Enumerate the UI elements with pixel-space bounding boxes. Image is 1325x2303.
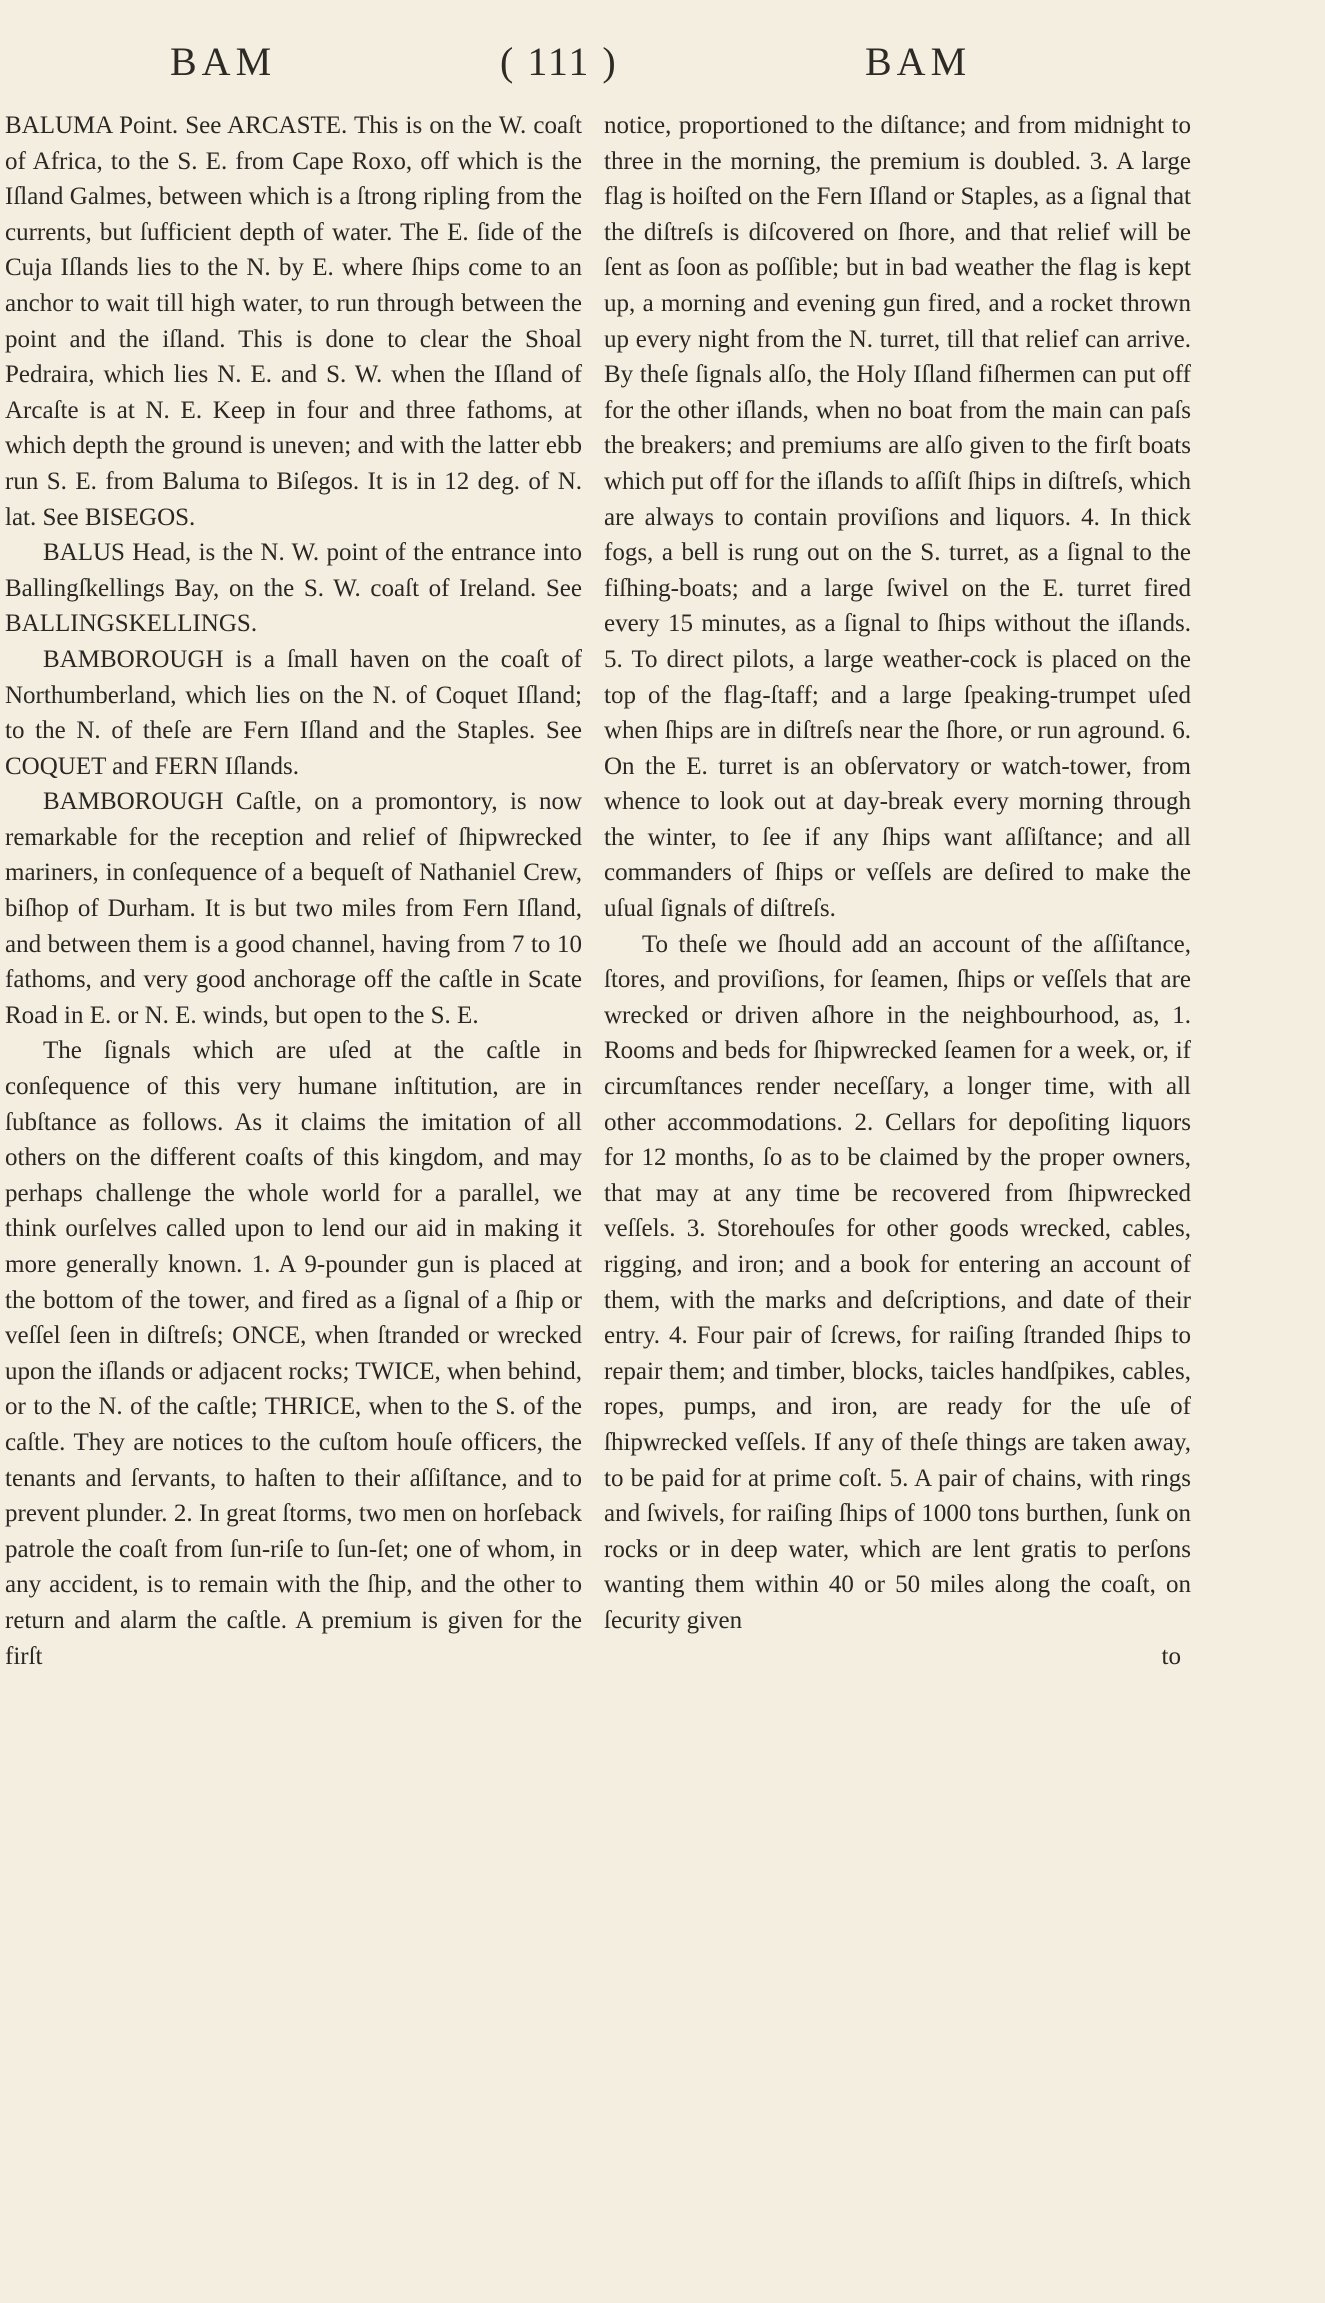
- page-number: ( 111 ): [500, 39, 618, 84]
- left-column: [5, 108, 582, 1674]
- entry-baluma-point: BALUMA Point. See ARCASTE. This is on the W. coaſt of Africa, to the S. E. from Cape Roxo, off which is the Iſland Galmes, between which is a ſtrong ripling from the currents, but ſufficient depth of water. The E. ſide of the Cuja Iſlands lies to the N. by E. where ſhips come to an anchor to wait till high water, to run through between the point and the iſland. This is done to clear the Shoal Pedraira, which lies N. E. and S. W. when the Iſland of Arcaſte is at N. E. Keep in four and three fathoms, at which depth the ground is uneven; and with the latter ebb run S. E. from Baluma to Biſegos. It is in 12 deg. of N. lat. See BISEGOS.: [5, 112, 582, 531]
- catchword: to: [1161, 1642, 1181, 1670]
- entry-bamborough-haven: BAMBOROUGH is a ſmall haven on the coaſt of Northumberland, which lies on the N. of Coquet Iſland; to the N. of theſe are Fern Iſland and the Staples. See COQUET and FERN Iſlands.: [5, 645, 582, 780]
- header-left-word: BAM: [170, 39, 277, 84]
- running-header: [0, 30, 1325, 90]
- entry-balus-head: BALUS Head, is the N. W. point of the entrance into Ballingſkellings Bay, on the S. W. coaſt of Ireland. See BALLINGSKELLINGS.: [5, 539, 582, 638]
- paragraph-signals: The ſignals which are uſed at the caſtle in conſequence of this very humane inſtitution, are in ſubſtance as follows. As it claims the imitation of all others on the different coaſts of this kingdom, and may perhaps challenge the whole world for a parallel, we think ourſelves called upon to lend our aid in making it more generally known. 1. A 9-pounder gun is placed at the bottom of the tower, and fired as a ſignal of a ſhip or veſſel ſeen in diſtreſs; ONCE, when ſtranded or wrecked upon the iſlands or adjacent rocks; TWICE, when behind, or to the N. of the caſtle; THRICE, when to the S. of the caſtle. They are notices to the cuſtom houſe officers, the tenants and ſervants, to haſten to their aſſiſtance, and to prevent plunder. 2. In great ſtorms, two men on horſeback patrole the coaſt from ſun-riſe to ſun-ſet; one of whom, in any accident, is to remain with the ſhip, and the other to return and alarm the caſtle. A premium is given for the firſt: [5, 1037, 582, 1670]
- paragraph-signals-continued: notice, proportioned to the diſtance; and from midnight to three in the morning, the premium is doubled. 3. A large flag is hoiſted on the Fern Iſland or Staples, as a ſignal that the diſtreſs is diſcovered on ſhore, and that relief will be ſent as ſoon as poſſible; but in bad weather the flag is kept up, a morning and evening gun fired, and a rocket thrown up every night from the N. turret, till that relief can arrive. By theſe ſignals alſo, the Holy Iſland fiſhermen can put off for the other iſlands, when no boat from the main can paſs the breakers; and premiums are alſo given to the firſt boats which put off for the iſlands to aſſiſt ſhips in diſtreſs, which are always to contain proviſions and liquors. 4. In thick fogs, a bell is rung out on the S. turret, as a ſignal to the fiſhing-boats; and a large ſwivel on the E. turret fired every 15 minutes, as a ſignal to ſhips without the iſlands. 5. To direct pilots, a large weather-cock is placed on the top of the flag-ſtaff; and a large ſpeaking-trumpet uſed when ſhips are in diſtreſs near the ſhore, or run aground. 6. On the E. turret is an obſervatory or watch-tower, from whence to look out at day-break every morning through the winter, to ſee if any ſhips want aſſiſtance; and all commanders of ſhips or veſſels are deſired to make the uſual ſignals of diſtreſs.: [604, 112, 1191, 923]
- right-column: [604, 108, 1191, 1674]
- entry-bamborough-castle: BAMBOROUGH Caſtle, on a promontory, is now remarkable for the reception and relief of ſhipwrecked mariners, in conſequence of a bequeſt of Nathaniel Crew, biſhop of Durham. It is but two miles from Fern Iſland, and between them is a good channel, having from 7 to 10 fathoms, and very good anchorage off the caſtle in Scate Road in E. or N. E. winds, but open to the S. E.: [5, 788, 582, 1029]
- paragraph-assistance-stores: To theſe we ſhould add an account of the aſſiſtance, ſtores, and proviſions, for ſeamen, ſhips or veſſels that are wrecked or driven aſhore in the neighbourhood, as, 1. Rooms and beds for ſhipwrecked ſeamen for a week, or, if circumſtances render neceſſary, a longer time, with all other accommodations. 2. Cellars for depoſiting liquors for 12 months, ſo as to be claimed by the proper owners, that may at any time be recovered from ſhipwrecked veſſels. 3. Storehouſes for other goods wrecked, cables, rigging, and iron; and a book for entering an account of them, with the marks and deſcriptions, and date of their entry. 4. Four pair of ſcrews, for raiſing ſtranded ſhips to repair them; and timber, blocks, taicles handſpikes, cables, ropes, pumps, and iron, are ready for the uſe of ſhipwrecked veſſels. If any of theſe things are taken away, to be paid for at prime coſt. 5. A pair of chains, with rings and ſwivels, for raiſing ſhips of 1000 tons burthen, ſunk on rocks or in deep water, which are lent gratis to perſons wanting them within 40 or 50 miles along the coaſt, on ſecurity given: [604, 930, 1191, 1634]
- header-right-word: BAM: [865, 39, 972, 84]
